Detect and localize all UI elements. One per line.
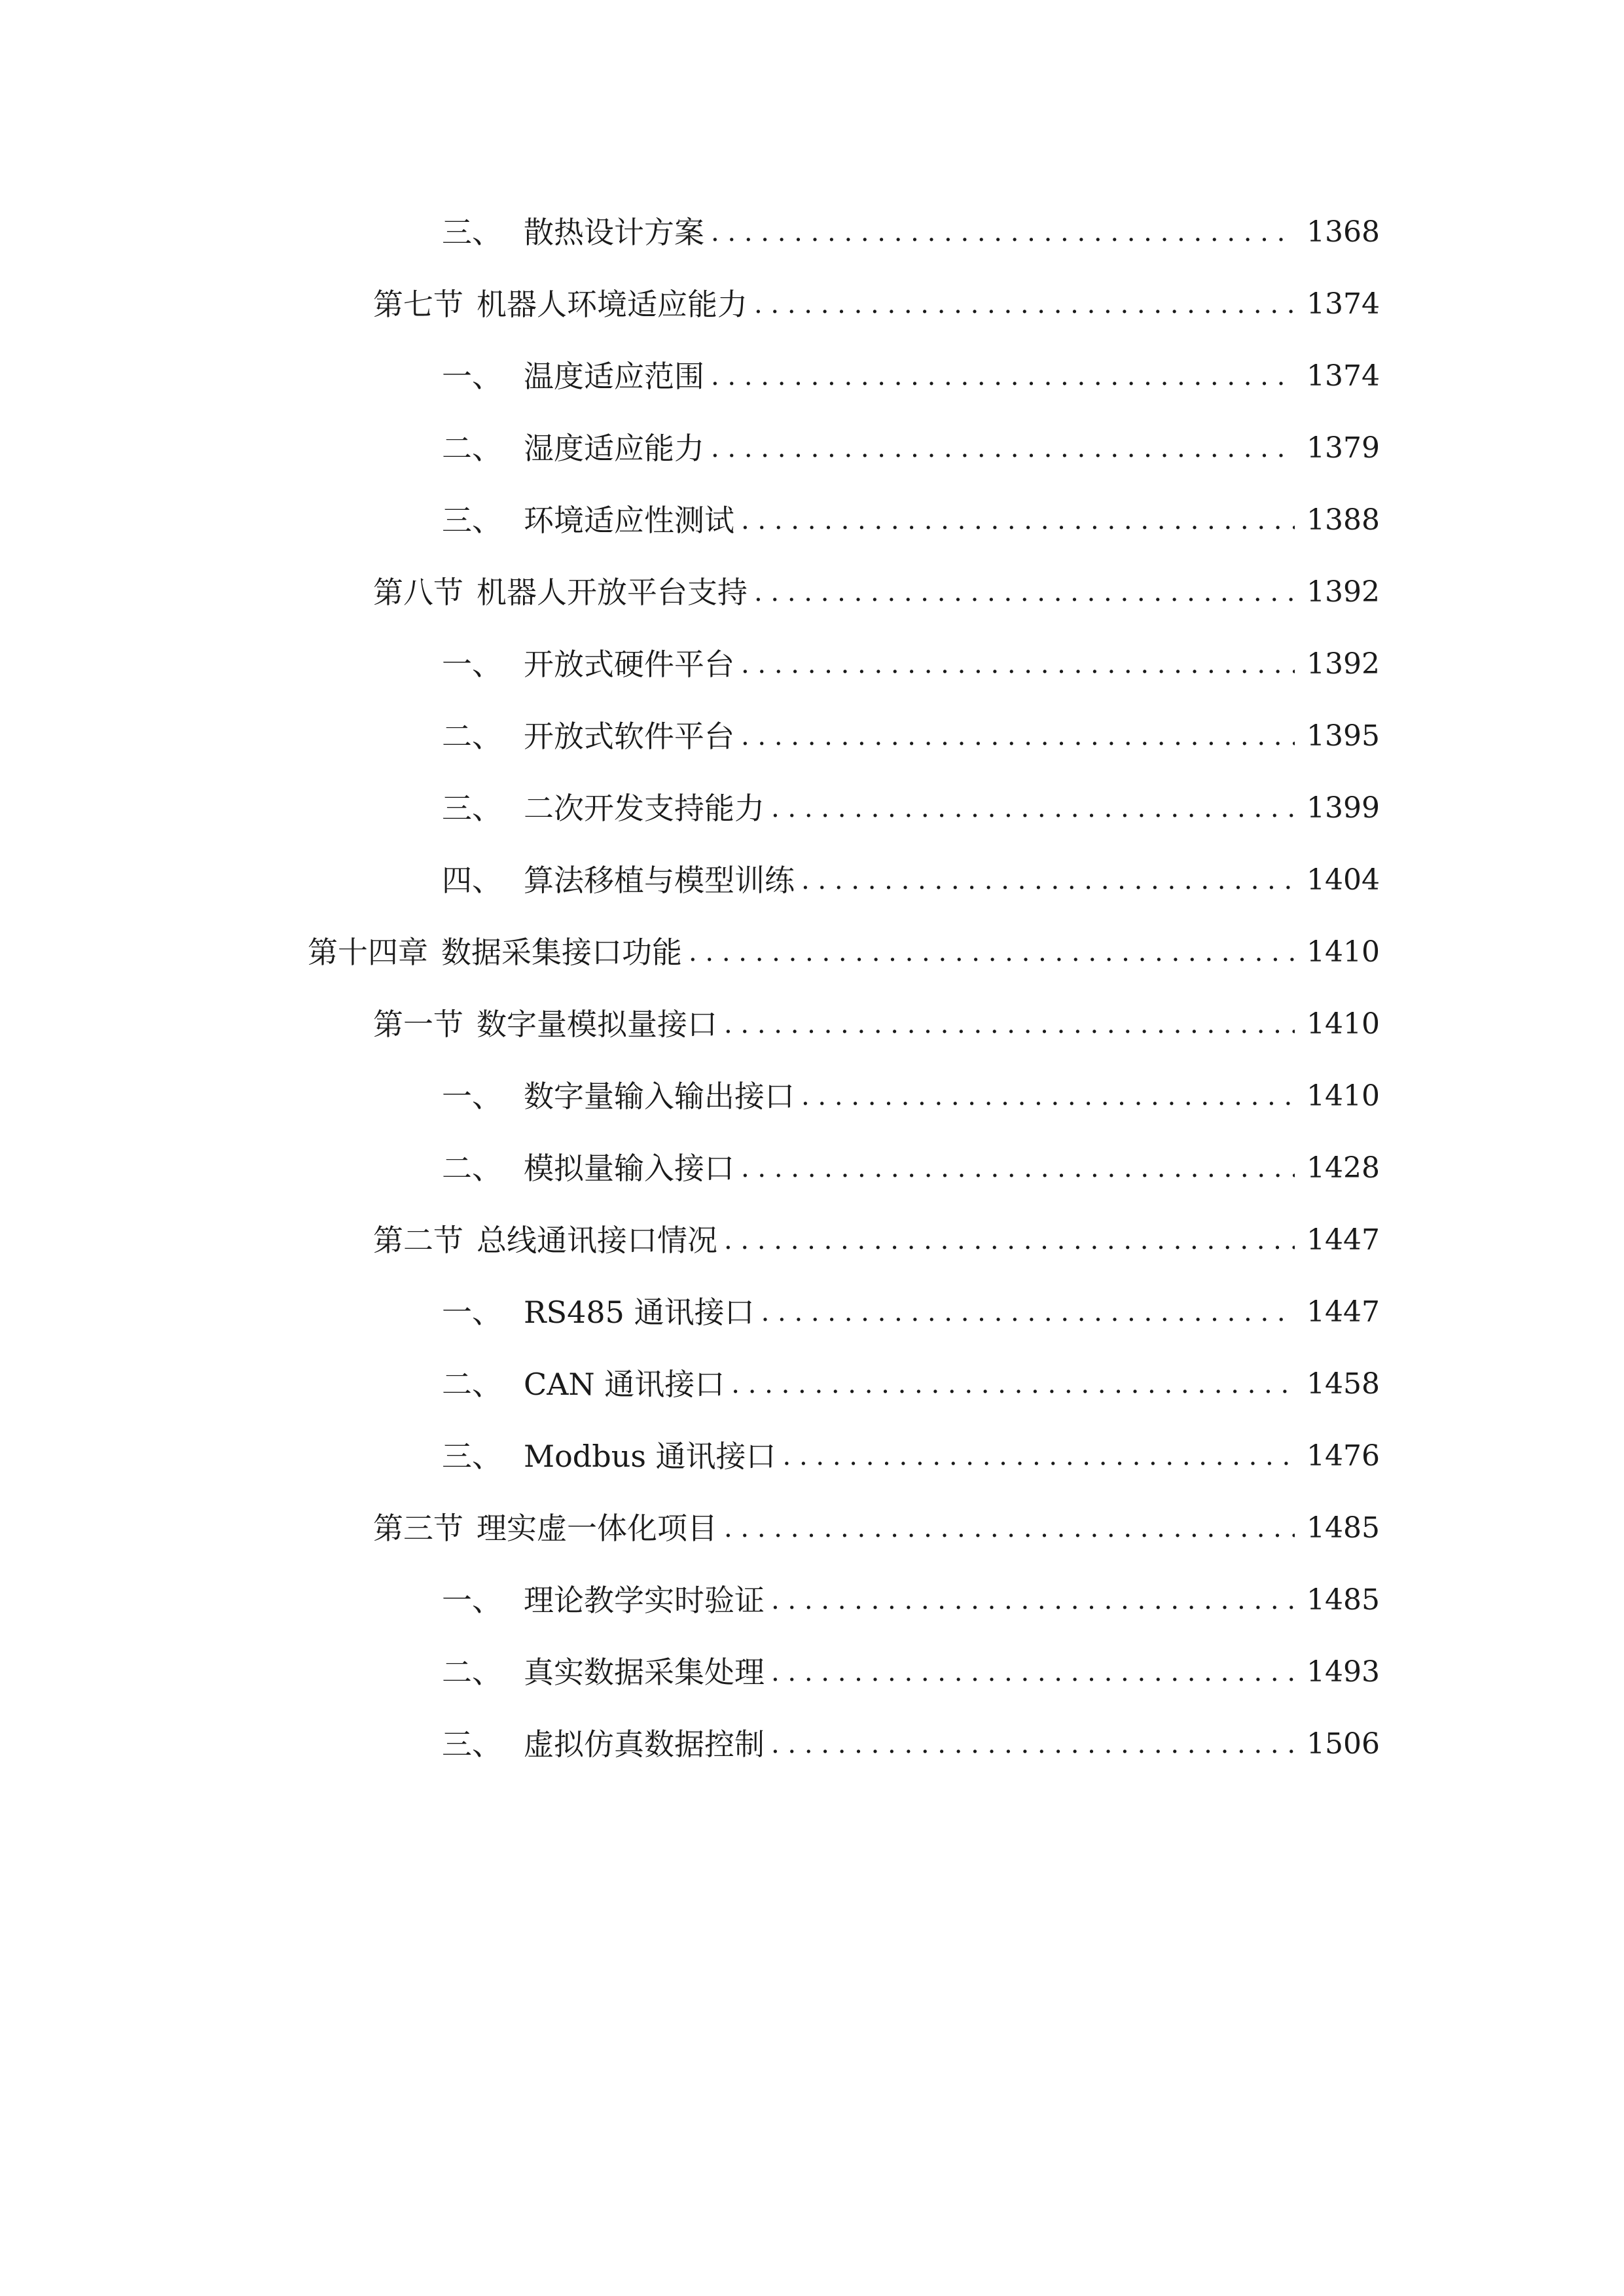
- toc-entry-page: 1388: [1307, 503, 1380, 537]
- toc-entry[interactable]: [0, 772, 1624, 844]
- toc-entry[interactable]: [0, 196, 1624, 268]
- toc-entry-title: 真实数据采集处理: [524, 1655, 765, 1690]
- toc-entry-title: 机器人开放平台支持: [477, 575, 748, 610]
- toc-entry-marker: 第二节: [373, 1223, 463, 1258]
- dot-leader: [731, 1365, 1295, 1404]
- toc-entry-page: 1399: [1307, 791, 1380, 825]
- toc-entry-page: 1395: [1307, 719, 1380, 753]
- dot-leader: [711, 429, 1295, 468]
- toc-entry[interactable]: [0, 556, 1624, 628]
- toc-entry-page: 1447: [1307, 1223, 1380, 1257]
- toc-entry-title: 机器人环境适应能力: [477, 287, 748, 322]
- toc-entry-page: 1485: [1307, 1583, 1380, 1617]
- toc-entry[interactable]: [0, 340, 1624, 412]
- toc-entry-marker: 三、: [442, 503, 502, 538]
- dot-leader: [801, 861, 1295, 900]
- toc-entry[interactable]: [0, 1636, 1624, 1708]
- toc-entry-page: 1410: [1307, 935, 1380, 969]
- toc-entry-marker: 一、: [442, 359, 502, 394]
- toc-entry-marker: 第七节: [373, 287, 463, 322]
- dot-leader: [771, 1581, 1295, 1620]
- toc-entry-marker: 二、: [442, 1367, 502, 1402]
- toc-entry-marker: 二、: [442, 719, 502, 754]
- toc-entry-title: Modbus 通讯接口: [524, 1439, 776, 1474]
- toc-entry[interactable]: [0, 412, 1624, 484]
- dot-leader: [771, 789, 1295, 828]
- table-of-contents: [0, 196, 1624, 1780]
- toc-entry-page: 1404: [1307, 863, 1380, 897]
- toc-entry[interactable]: [0, 628, 1624, 700]
- toc-entry-title: RS485 通讯接口: [524, 1295, 755, 1330]
- toc-entry[interactable]: [0, 1132, 1624, 1204]
- toc-entry-title: 开放式硬件平台: [524, 647, 734, 682]
- toc-entry-marker: 第一节: [373, 1007, 463, 1042]
- toc-entry[interactable]: [0, 844, 1624, 916]
- toc-entry-title: 二次开发支持能力: [524, 791, 765, 826]
- toc-entry-page: 1458: [1307, 1367, 1380, 1401]
- dot-leader: [724, 1005, 1295, 1044]
- toc-entry-title: 数据采集接口功能: [441, 935, 682, 970]
- dot-leader: [754, 285, 1295, 324]
- toc-entry[interactable]: [0, 484, 1624, 556]
- toc-entry-title: 理实虚一体化项目: [477, 1511, 717, 1546]
- toc-entry-chapter[interactable]: [0, 916, 1624, 988]
- toc-entry-marker: 一、: [442, 1079, 502, 1114]
- dot-leader: [801, 1077, 1295, 1116]
- toc-entry[interactable]: [0, 1708, 1624, 1780]
- toc-entry-page: 1368: [1307, 215, 1380, 249]
- toc-entry-marker: 三、: [442, 1439, 502, 1474]
- toc-entry-title: 算法移植与模型训练: [524, 863, 795, 898]
- toc-entry-title: 散热设计方案: [524, 215, 704, 250]
- dot-leader: [711, 357, 1295, 396]
- dot-leader: [771, 1653, 1295, 1692]
- toc-entry-marker: 二、: [442, 1151, 502, 1186]
- toc-entry-page: 1506: [1307, 1727, 1380, 1761]
- toc-entry-marker: 一、: [442, 647, 502, 682]
- toc-entry-marker: 第十四章: [308, 935, 428, 970]
- toc-entry-title: 湿度适应能力: [524, 431, 704, 466]
- toc-entry-page: 1374: [1307, 359, 1380, 393]
- toc-entry-title: 数字量输入输出接口: [524, 1079, 795, 1114]
- toc-entry[interactable]: [0, 1276, 1624, 1348]
- toc-entry-marker: 第三节: [373, 1511, 463, 1546]
- toc-entry-title: 虚拟仿真数据控制: [524, 1727, 765, 1762]
- toc-entry-title: 数字量模拟量接口: [477, 1007, 717, 1042]
- dot-leader: [724, 1509, 1295, 1548]
- toc-entry-page: 1447: [1307, 1295, 1380, 1329]
- toc-entry-marker: 二、: [442, 431, 502, 466]
- toc-entry-title: 模拟量输入接口: [524, 1151, 734, 1186]
- dot-leader: [711, 213, 1295, 252]
- dot-leader: [741, 1149, 1295, 1188]
- toc-entry-page: 1392: [1307, 575, 1380, 609]
- toc-entry[interactable]: [0, 268, 1624, 340]
- toc-entry-marker: 四、: [442, 863, 502, 898]
- dot-leader: [724, 1221, 1295, 1260]
- toc-entry-marker: 第八节: [373, 575, 463, 610]
- dot-leader: [761, 1293, 1295, 1332]
- toc-entry[interactable]: [0, 1204, 1624, 1276]
- toc-entry[interactable]: [0, 1420, 1624, 1492]
- dot-leader: [783, 1437, 1295, 1476]
- toc-entry-marker: 三、: [442, 1727, 502, 1762]
- toc-entry-page: 1392: [1307, 647, 1380, 681]
- toc-entry-marker: 二、: [442, 1655, 502, 1690]
- toc-entry[interactable]: [0, 988, 1624, 1060]
- toc-entry[interactable]: [0, 1348, 1624, 1420]
- toc-entry-title: 理论教学实时验证: [524, 1583, 765, 1618]
- dot-leader: [689, 933, 1295, 972]
- toc-entry-title: 开放式软件平台: [524, 719, 734, 754]
- toc-entry-marker: 三、: [442, 215, 502, 250]
- dot-leader: [771, 1725, 1295, 1764]
- toc-entry-page: 1374: [1307, 287, 1380, 321]
- toc-entry-marker: 一、: [442, 1295, 502, 1330]
- toc-entry-page: 1493: [1307, 1655, 1380, 1689]
- toc-entry[interactable]: [0, 1492, 1624, 1564]
- toc-entry-page: 1476: [1307, 1439, 1380, 1473]
- toc-entry-marker: 三、: [442, 791, 502, 826]
- toc-entry-title: CAN 通讯接口: [524, 1367, 725, 1402]
- toc-entry-title: 总线通讯接口情况: [477, 1223, 717, 1258]
- toc-entry-page: 1410: [1307, 1007, 1380, 1041]
- dot-leader: [741, 717, 1295, 756]
- toc-entry-title: 温度适应范围: [524, 359, 704, 394]
- dot-leader: [754, 573, 1295, 612]
- dot-leader: [741, 501, 1295, 540]
- dot-leader: [741, 645, 1295, 684]
- toc-entry-title: 环境适应性测试: [524, 503, 734, 538]
- toc-entry-marker: 一、: [442, 1583, 502, 1618]
- toc-entry[interactable]: [0, 1060, 1624, 1132]
- toc-entry-page: 1379: [1307, 431, 1380, 465]
- toc-entry-page: 1428: [1307, 1151, 1380, 1185]
- toc-entry-page: 1485: [1307, 1511, 1380, 1545]
- toc-entry[interactable]: [0, 700, 1624, 772]
- toc-entry[interactable]: [0, 1564, 1624, 1636]
- toc-entry-page: 1410: [1307, 1079, 1380, 1113]
